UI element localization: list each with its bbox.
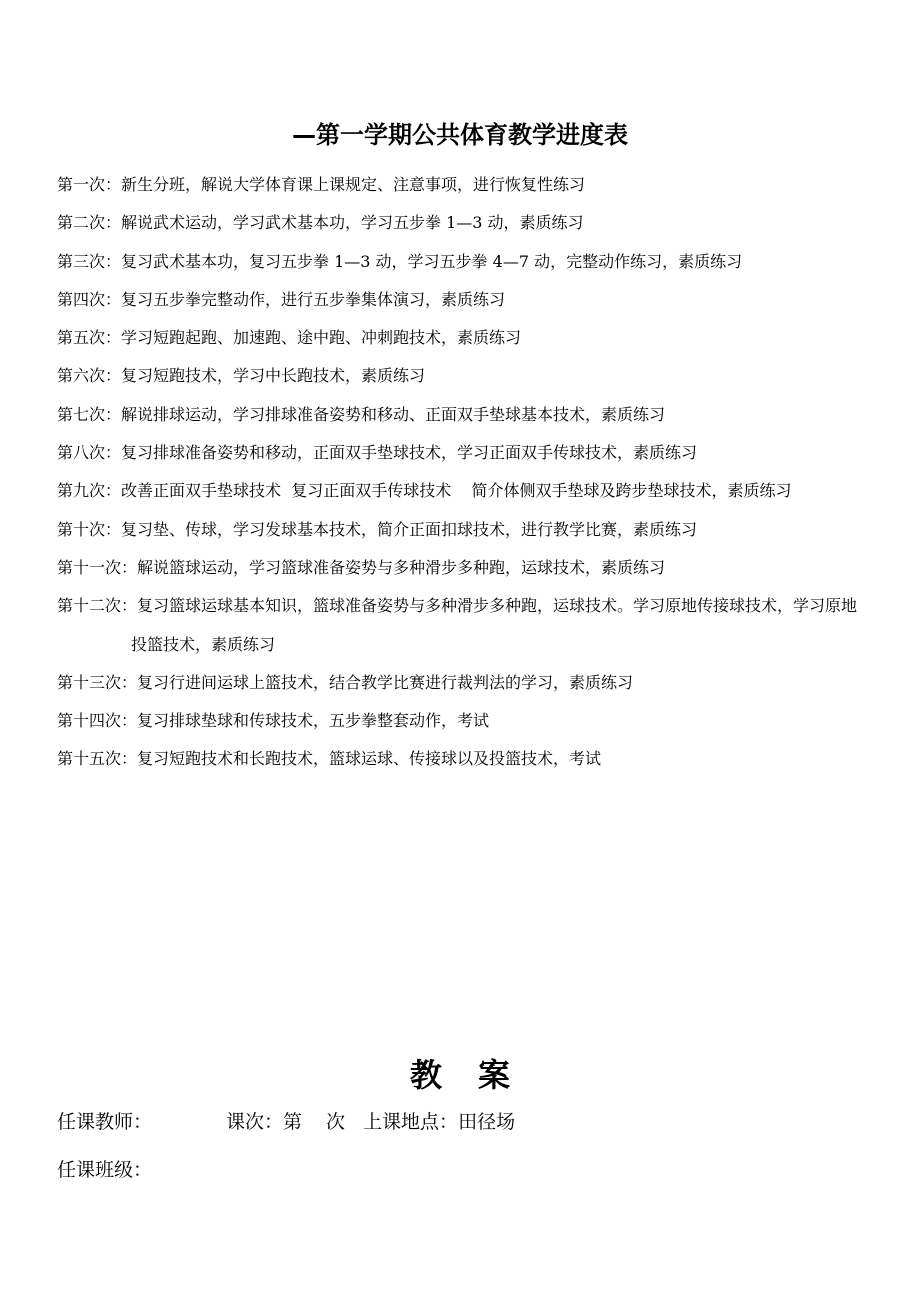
schedule-item-text: 复习行进间运球上篮技术，结合教学比赛进行裁判法的学习，素质练习 [137, 672, 634, 692]
schedule-item-text: 复习排球垫球和传球技术，五步拳整套动作，考试 [137, 711, 490, 731]
class-label: 任课班级： [57, 1159, 153, 1181]
schedule-item-label: 第五次： [57, 328, 122, 348]
schedule-item-text: 学习短跑起跑、加速跑、途中跑、冲刺跑技术，素质练习 [121, 328, 522, 348]
schedule-item-text: 复习排球准备姿势和移动，正面双手垫球技术，学习正面双手传球技术，素质练习 [121, 443, 698, 463]
schedule-item-label: 第二次： [57, 213, 122, 233]
schedule-item-text: 复习短跑技术和长跑技术，篮球运球、传接球以及投篮技术，考试 [137, 749, 602, 769]
session-label: 课次：第 [226, 1111, 303, 1133]
schedule-item-label: 第十三次： [57, 672, 138, 692]
schedule-item-label: 第十次： [57, 519, 122, 539]
schedule-item-1 [57, 166, 867, 204]
schedule-item-label: 第十一次： [57, 557, 138, 577]
schedule-item-label: 第八次： [57, 443, 122, 463]
schedule-item-5 [57, 319, 867, 357]
schedule-item-text: 新生分班，解说大学体育课上课规定、注意事项，进行恢复性练习 [121, 175, 586, 194]
schedule-item-3 [57, 243, 867, 281]
schedule-item-text: 复习武术基本功，复习五步拳 1—3 动，学习五步拳 4—7 动，完整动作练习，素质练习 [121, 251, 743, 271]
schedule-item-label: 第四次： [57, 289, 122, 309]
schedule-item-text: 解说排球运动，学习排球准备姿势和移动、正面双手垫球基本技术，素质练习 [121, 404, 666, 424]
schedule-item-13 [57, 664, 867, 702]
schedule-item-7 [57, 396, 867, 434]
lesson-info-row [57, 1108, 515, 1136]
session-suffix: 次 [326, 1111, 346, 1133]
schedule-item-label: 第十五次： [57, 749, 138, 769]
schedule-list [57, 166, 867, 779]
lesson-plan-title: 教案 [409, 1056, 546, 1094]
schedule-item-text: 复习篮球运球基本知识，篮球准备姿势与多种滑步多种跑，运球技术。学习原地传接球技术，学习原地投篮技术，素质练习 [131, 596, 858, 654]
schedule-item-text: 复习短跑技术，学习中长跑技术，素质练习 [121, 366, 426, 386]
schedule-item-label: 第十二次： [57, 596, 138, 616]
schedule-item-label: 第三次： [57, 251, 122, 271]
schedule-item-15 [57, 740, 867, 778]
teacher-label: 任课教师： [57, 1111, 153, 1133]
schedule-item-text: 复习垫、传球，学习发球基本技术，简介正面扣球技术，进行教学比赛，素质练习 [121, 519, 698, 539]
location-value: 田径场 [458, 1111, 516, 1133]
schedule-item-8 [57, 434, 867, 472]
schedule-item-label: 第七次： [57, 404, 122, 424]
schedule-item-label: 第六次： [57, 366, 122, 386]
schedule-item-label: 第一次： [57, 175, 122, 194]
schedule-item-6 [57, 357, 867, 395]
schedule-title: —第一学期公共体育教学进度表 [292, 121, 628, 149]
schedule-item-label: 第十四次： [57, 711, 138, 731]
schedule-item-11 [57, 549, 867, 587]
schedule-item-2 [57, 204, 867, 242]
schedule-item-12 [57, 587, 867, 664]
schedule-item-9 [57, 472, 867, 510]
location-label: 上课地点： [363, 1111, 459, 1133]
class-info-row [57, 1156, 152, 1184]
schedule-item-text: 复习五步拳完整动作，进行五步拳集体演习，素质练习 [121, 289, 506, 309]
schedule-item-text: 解说篮球运动，学习篮球准备姿势与多种滑步多种跑，运球技术，素质练习 [137, 557, 666, 577]
schedule-item-label: 第九次： [57, 481, 122, 501]
schedule-item-text: 改善正面双手垫球技术 复习正面双手传球技术 简介体侧双手垫球及跨步垫球技术，素质练习 [121, 481, 792, 501]
schedule-item-10 [57, 511, 867, 549]
schedule-item-14 [57, 702, 867, 740]
schedule-item-text: 解说武术运动，学习武术基本功，学习五步拳 1—3 动，素质练习 [121, 213, 584, 233]
schedule-item-4 [57, 281, 867, 319]
